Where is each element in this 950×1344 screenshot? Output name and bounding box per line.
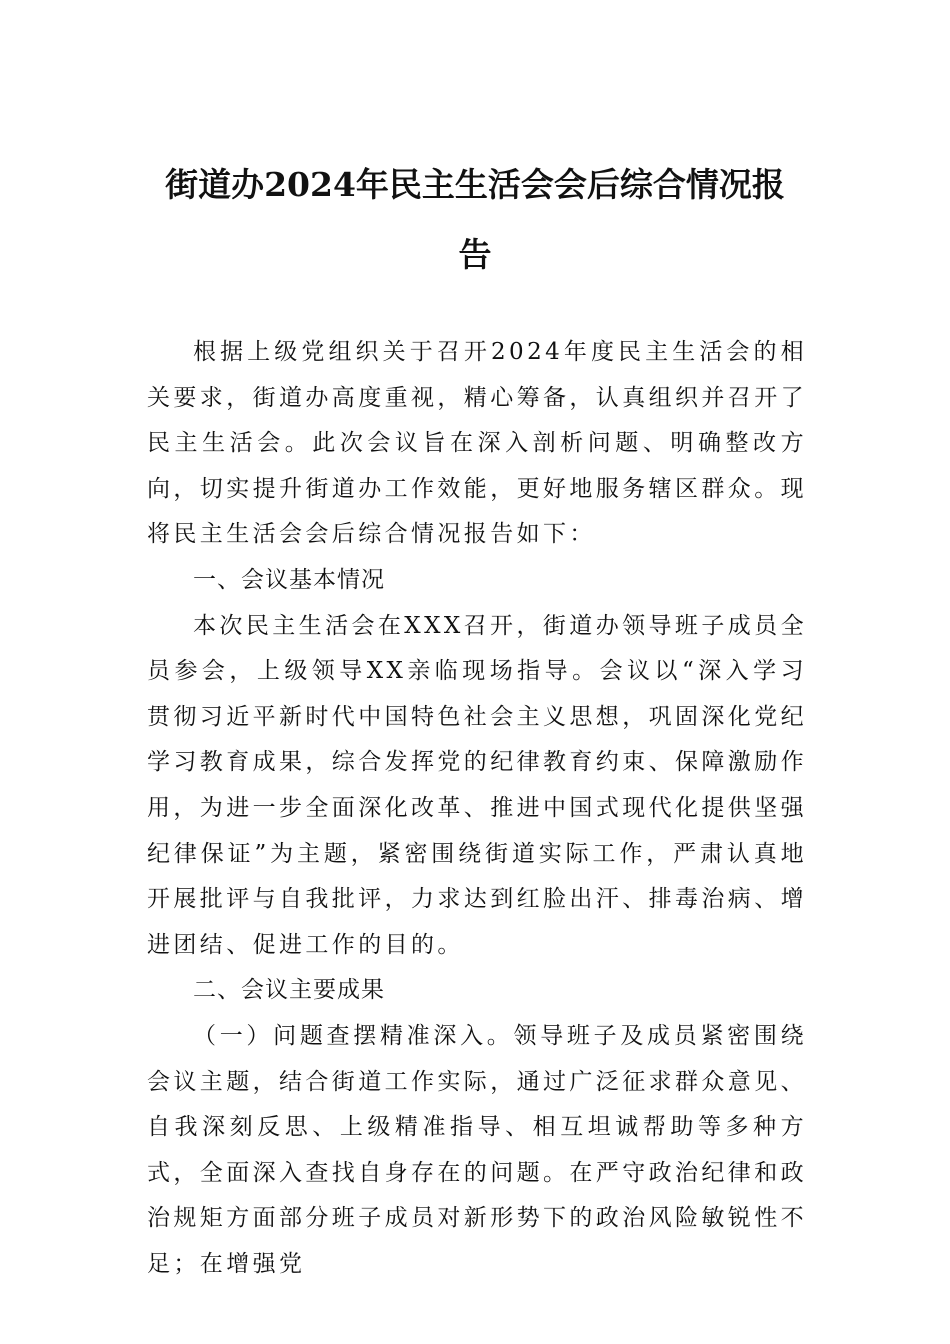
section-2-subsection-1-paragraph: （一）问题查摆精准深入。领导班子及成员紧密围绕会议主题，结合街道工作实际，通过广泛征求群众意见、自我深刻反思、上级精准指导、相互坦诚帮助等多种方式，全面深入查找自身存在的问题。在严守政治纪律和政治规矩方面部分班子成员对新形势下的政治风险敏锐性不足；在增强党 [147,1022,807,1277]
section-2-heading: 二、会议主要成果 [193,977,385,1004]
intro-paragraph: 根据上级党组织关于召开2024年度民主生活会的相关要求，街道办高度重视，精心筹备，认真组织并召开了民主生活会。此次会议旨在深入剖析问题、明确整改方向，切实提升街道办工作效能，更好地服务辖区群众。现将民主生活会会后综合情况报告如下： [147,339,807,548]
document-body [147,330,807,1287]
document-title-line-1: 街道办2024年民主生活会会后综合情况报 [165,165,785,204]
section-1-paragraph: 本次民主生活会在XXX召开，街道办领导班子成员全员参会，上级领导XX亲临现场指导。会议以“深入学习贯彻习近平新时代中国特色社会主义思想，巩固深化党纪学习教育成果，综合发挥党的纪律教育约束、保障激励作用，为进一步全面深化改革、推进中国式现代化提供坚强纪律保证”为主题，紧密围绕街道实际工作，严肃认真地开展批评与自我批评，力求达到红脸出汗、排毒治病、增进团结、促进工作的目的。 [147,612,807,958]
section-1-heading: 一、会议基本情况 [193,566,385,593]
document-title-line-2: 告 [458,235,492,274]
